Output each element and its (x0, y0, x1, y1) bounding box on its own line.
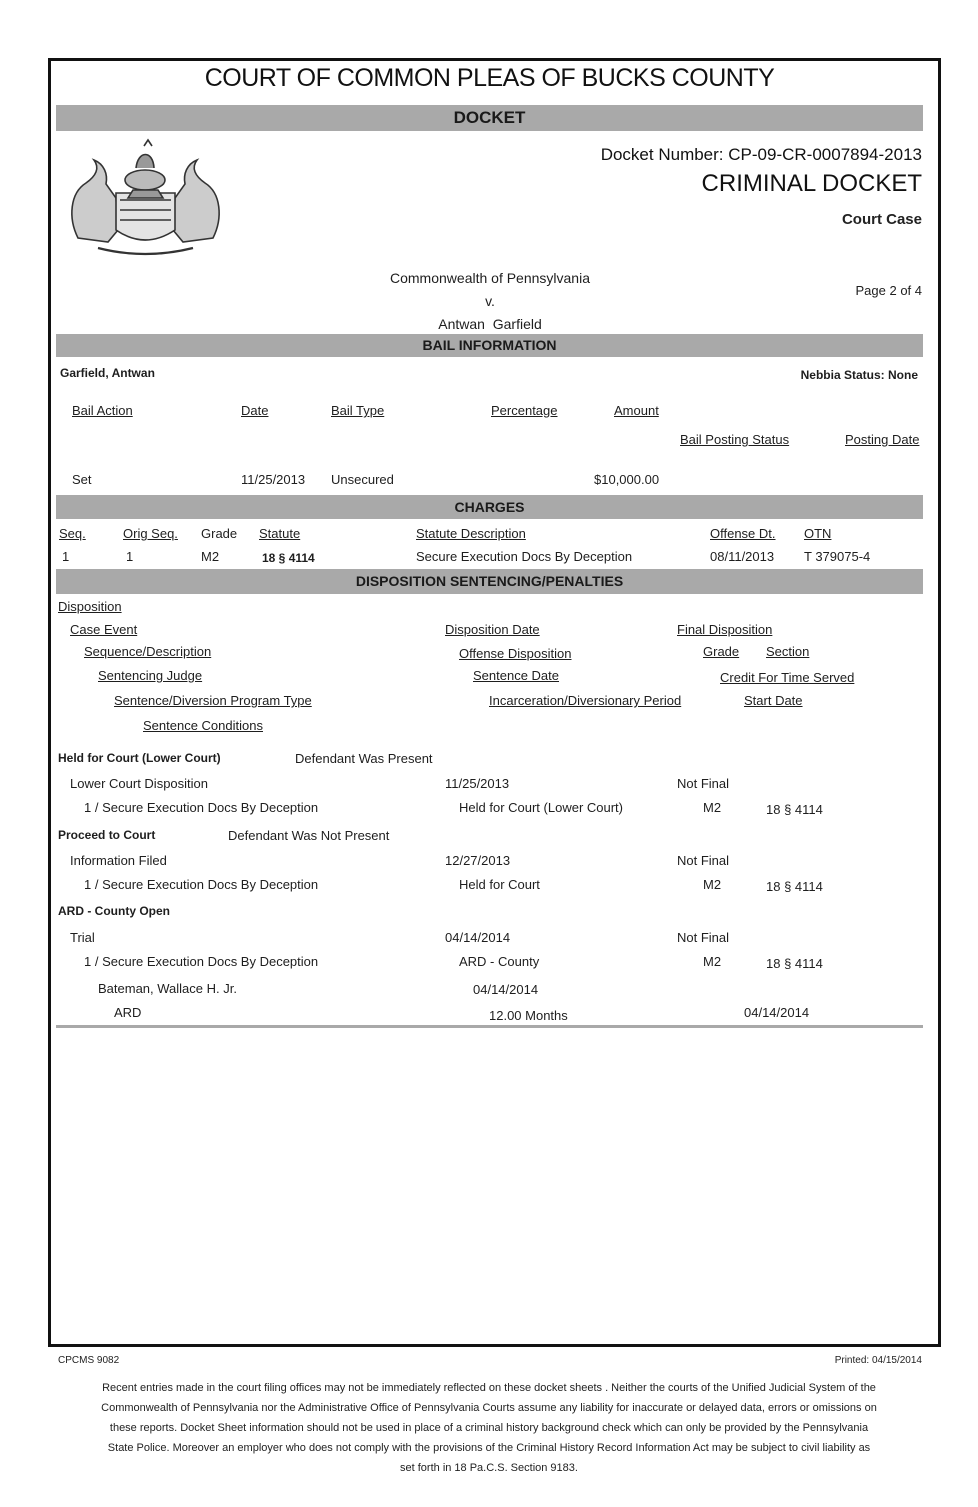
event-period: 12.00 Months (489, 1008, 568, 1023)
charges-col-statute: Statute (259, 526, 301, 541)
charge-seq: 1 (62, 549, 70, 564)
disp-h-program-type: Sentence/Diversion Program Type (114, 693, 312, 708)
nebbia-label: Nebbia Status: (800, 368, 885, 382)
docket-number-label: Docket Number: (600, 145, 724, 164)
case-type: Court Case (841, 211, 922, 228)
charges-col-orig-seq: Orig Seq. (123, 526, 178, 541)
pennsylvania-seal-icon (58, 138, 233, 258)
disp-h-start-date: Start Date (744, 693, 803, 708)
bail-col-posting-status: Bail Posting Status (680, 432, 790, 447)
event-charge: 1 / Secure Execution Docs By Deception (84, 800, 319, 815)
charge-description: Secure Execution Docs By Deception (416, 549, 633, 564)
event-final: Not Final (677, 930, 730, 945)
bail-row-action: Set (72, 472, 92, 487)
disclaimer-note: Recent entries made in the court filing offices may not be immediately reflected on these docket sheets . Neither the courts of the Unified Judicial System of the Commonwealth of Pennsylvania nor the Administrative Office of Pennsylvania Courts assume any liability for inaccurate or delayed data, errors or omissions on these reports. Docket Sheet information should not be used in place of a criminal history background check which can only be provided by the Pennsylvania State Police. Moreover an employer who does not comply with the provisions of the Criminal History Record Information Act may be subject to civil liability as set forth in 18 Pa.C.S. Section 9183. (101, 1382, 877, 1474)
bail-col-percentage: Percentage (491, 403, 558, 418)
event-title: Proceed to Court (58, 828, 156, 842)
event-case-event: Lower Court Disposition (70, 776, 209, 791)
court-title: COURT OF COMMON PLEAS OF BUCKS COUNTY (204, 64, 775, 92)
caption-defendant: Antwan Garfield (438, 316, 542, 332)
criminal-docket-title: CRIMINAL DOCKET (701, 170, 922, 197)
bail-info-bar: BAIL INFORMATION (56, 334, 923, 357)
event-date: 04/14/2014 (445, 930, 511, 945)
charges-col-otn: OTN (804, 526, 832, 541)
disp-h-grade: Grade (703, 644, 740, 659)
event-grade: M2 (703, 800, 722, 815)
disp-h-sentence-conditions: Sentence Conditions (143, 718, 263, 733)
disp-h-case-event: Case Event (70, 622, 138, 637)
event-date: 11/25/2013 (445, 776, 510, 791)
bail-col-type: Bail Type (331, 403, 385, 418)
bail-col-date: Date (241, 403, 269, 418)
charge-grade: M2 (201, 549, 220, 564)
event-case-event: Trial (70, 930, 95, 945)
charge-orig-seq: 1 (126, 549, 134, 564)
docket-number-line (601, 145, 922, 165)
page-number: Page 2 of 4 (855, 283, 922, 298)
caption-plaintiff: Commonwealth of Pennsylvania (390, 270, 590, 286)
event-sentence-date: 04/14/2014 (473, 982, 539, 997)
disp-h-disposition-date: Disposition Date (445, 622, 540, 637)
printed-date: Printed: 04/15/2014 (834, 1355, 922, 1366)
form-id: CPCMS 9082 (58, 1355, 120, 1366)
charge-otn: T 379075-4 (804, 549, 871, 564)
nebbia-value: None (888, 368, 918, 382)
event-title: ARD - County Open (58, 904, 170, 918)
bail-col-amount: Amount (614, 403, 659, 418)
caption-v: v. (485, 293, 495, 309)
charges-bar: CHARGES (56, 495, 923, 519)
event-program-type: ARD (114, 1005, 142, 1020)
event-sentencing-judge: Bateman, Wallace H. Jr. (98, 981, 237, 996)
charge-offense-date: 08/11/2013 (710, 549, 775, 564)
section-divider (56, 1025, 923, 1028)
bail-col-posting-date: Posting Date (845, 432, 920, 447)
event-section: 18 § 4114 (766, 802, 823, 817)
event-grade: M2 (703, 954, 722, 969)
bail-row-amount: $10,000.00 (594, 472, 660, 487)
event-offense-disposition: ARD - County (459, 954, 540, 969)
event-start-date: 04/14/2014 (744, 1005, 810, 1020)
event-presence: Defendant Was Not Present (228, 828, 390, 843)
disp-h-sequence-description: Sequence/Description (84, 644, 212, 659)
docket-bar: DOCKET (56, 105, 923, 131)
event-grade: M2 (703, 877, 722, 892)
nebbia-status (801, 368, 918, 382)
disp-h-final-disposition: Final Disposition (677, 622, 773, 637)
event-charge: 1 / Secure Execution Docs By Deception (84, 954, 319, 969)
event-final: Not Final (677, 853, 730, 868)
charges-col-offense-date: Offense Dt. (710, 526, 776, 541)
disp-h-section: Section (766, 644, 810, 659)
event-final: Not Final (677, 776, 730, 791)
event-charge: 1 / Secure Execution Docs By Deception (84, 877, 319, 892)
event-presence: Defendant Was Present (295, 751, 433, 766)
bail-row-type: Unsecured (331, 472, 394, 487)
disp-h-offense-disposition: Offense Disposition (459, 646, 572, 661)
event-case-event: Information Filed (70, 853, 167, 868)
event-offense-disposition: Held for Court (459, 877, 540, 892)
disposition-bar: DISPOSITION SENTENCING/PENALTIES (56, 569, 923, 594)
bail-row-date: 11/25/2013 (241, 472, 306, 487)
charges-col-description: Statute Description (416, 526, 526, 541)
event-offense-disposition: Held for Court (Lower Court) (459, 800, 623, 815)
event-section: 18 § 4114 (766, 879, 823, 894)
disp-h-credit-time-served: Credit For Time Served (720, 670, 855, 685)
event-title: Held for Court (Lower Court) (58, 751, 221, 765)
charge-statute: 18 § 4114 (262, 551, 315, 565)
charges-col-grade: Grade (201, 526, 238, 541)
disp-h-sentence-date: Sentence Date (473, 668, 560, 683)
event-date: 12/27/2013 (445, 853, 511, 868)
bail-col-action: Bail Action (72, 403, 133, 418)
bail-defendant-name: Garfield, Antwan (60, 366, 155, 380)
disp-h-sentencing-judge: Sentencing Judge (98, 668, 203, 683)
disp-h-disposition: Disposition (58, 599, 122, 614)
charges-col-seq: Seq. (59, 526, 86, 541)
docket-number: CP-09-CR-0007894-2013 (728, 145, 922, 164)
disp-h-incarceration-period: Incarceration/Diversionary Period (489, 693, 682, 708)
event-section: 18 § 4114 (766, 956, 823, 971)
